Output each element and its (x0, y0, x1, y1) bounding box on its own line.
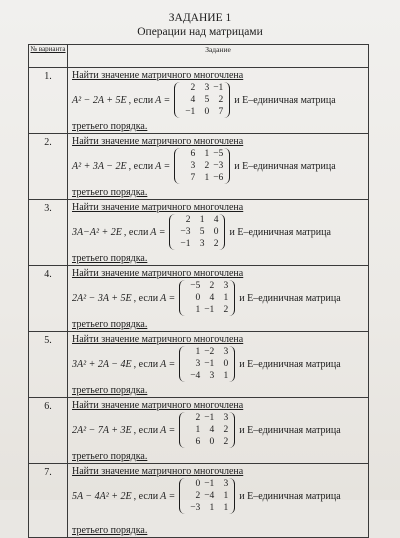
matrix-entry: 6 (195, 437, 201, 447)
matrix-entries (185, 346, 229, 382)
matrix-entry: 4 (213, 215, 219, 225)
matrix-entry: 1 (199, 215, 205, 225)
identity-matrix-note: и E–единичная матрица (229, 226, 331, 238)
task-order-note: третьего порядка. (72, 253, 148, 264)
task-order-note: третьего порядка. (72, 525, 148, 536)
page-subtitle: Операции над матрицами (137, 26, 263, 38)
identity-matrix-note: и E–единичная матрица (239, 490, 341, 502)
matrix-entry: −3 (180, 227, 191, 237)
polynomial-expression: 3A−A² + 2E (72, 226, 122, 238)
matrix-entry: −1 (204, 413, 215, 423)
task-cell (68, 398, 369, 464)
matrix-entry: −1 (204, 359, 215, 369)
task-cell (68, 134, 369, 200)
matrix-entries (185, 412, 229, 448)
identity-matrix-note: и E–единичная матрица (239, 358, 341, 370)
identity-matrix-note: и E–единичная матрица (239, 424, 341, 436)
right-paren (219, 214, 225, 250)
matrix-name: A = (160, 358, 176, 370)
matrix-entry: −3 (190, 503, 201, 513)
right-paren (224, 148, 230, 184)
matrix-entry: 2 (204, 161, 210, 171)
matrix-entry: 1 (223, 491, 229, 501)
task-cell (68, 68, 369, 134)
table-row (29, 266, 369, 332)
task-instruction: Найти значение матричного многочлена (72, 268, 244, 279)
matrix-entry: 2 (223, 425, 229, 435)
matrix-entry: 5 (204, 95, 210, 105)
matrix-entry: 0 (209, 437, 215, 447)
task-order-note: третьего порядка. (72, 187, 148, 198)
table-header-row (29, 45, 369, 68)
table-row (29, 398, 369, 464)
matrix-entry: 7 (190, 173, 196, 183)
condition-label: , если (123, 226, 149, 238)
matrix-entry: 0 (213, 227, 219, 237)
task-formula-line (72, 281, 341, 315)
matrix-entry: −1 (185, 107, 196, 117)
matrix-entry: −1 (204, 305, 215, 315)
variant-number: 1. (29, 68, 68, 134)
matrix-entry: 7 (218, 107, 224, 117)
right-paren (229, 346, 235, 382)
table-row (29, 68, 369, 134)
matrix-entry: 0 (195, 479, 201, 489)
condition-label: , если (133, 358, 159, 370)
task-order-note: третьего порядка. (72, 121, 148, 132)
matrix-entry: 1 (204, 173, 210, 183)
matrix-entry: 3 (223, 413, 229, 423)
matrix-entries (180, 148, 224, 184)
matrix-entry: 2 (195, 491, 201, 501)
column-header-variant: № варианта (29, 45, 68, 68)
identity-matrix-note: и E–единичная матрица (234, 94, 336, 106)
task-formula-line (72, 413, 341, 447)
matrix-entries (180, 82, 224, 118)
column-header-task: Задание (68, 45, 369, 68)
matrix-name: A = (150, 226, 166, 238)
matrix-entry: −6 (213, 173, 224, 183)
task-formula-line (72, 83, 336, 117)
matrix-name: A = (160, 490, 176, 502)
task-order-note: третьего порядка. (72, 385, 148, 396)
matrix-entry: 2 (223, 305, 229, 315)
condition-label: , если (133, 424, 159, 436)
matrix-entry: 2 (195, 413, 201, 423)
matrix-entry: 1 (223, 503, 229, 513)
matrix-entry: −4 (204, 491, 215, 501)
task-instruction: Найти значение матричного многочлена (72, 136, 244, 147)
task-formula-line (72, 479, 341, 513)
tasks-table (28, 44, 369, 538)
matrix-entry: 2 (185, 215, 191, 225)
matrix-entries (175, 214, 219, 250)
variant-number: 5. (29, 332, 68, 398)
table-row (29, 200, 369, 266)
variant-number: 2. (29, 134, 68, 200)
matrix-entry: 1 (209, 503, 215, 513)
matrix-entry: 1 (195, 305, 201, 315)
table-row (29, 332, 369, 398)
right-paren (229, 280, 235, 316)
identity-matrix-note: и E–единичная матрица (234, 160, 336, 172)
task-cell (68, 200, 369, 266)
condition-label: , если (133, 292, 159, 304)
condition-label: , если (133, 490, 159, 502)
matrix-entry: −1 (204, 479, 215, 489)
polynomial-expression: 3A² + 2A − 4E (72, 358, 132, 370)
condition-label: , если (128, 94, 154, 106)
task-formula-line (72, 347, 341, 381)
matrix-name: A = (160, 424, 176, 436)
matrix-a (179, 346, 235, 382)
matrix-name: A = (155, 160, 171, 172)
matrix-entry: 2 (223, 437, 229, 447)
identity-matrix-note: и E–единичная матрица (239, 292, 341, 304)
task-order-note: третьего порядка. (72, 319, 148, 330)
matrix-entry: 3 (209, 371, 215, 381)
matrix-a (179, 280, 235, 316)
matrix-entry: 3 (199, 239, 205, 249)
matrix-entry: −3 (213, 161, 224, 171)
matrix-entry: 2 (213, 239, 219, 249)
polynomial-expression: A² + 3A − 2E (72, 160, 127, 172)
matrix-name: A = (155, 94, 171, 106)
matrix-entry: 3 (204, 83, 210, 93)
right-paren (229, 412, 235, 448)
polynomial-expression: A² − 2A + 5E (72, 94, 127, 106)
right-paren (224, 82, 230, 118)
variant-number: 6. (29, 398, 68, 464)
matrix-entry: 5 (199, 227, 205, 237)
right-paren (229, 478, 235, 514)
matrix-entry: 6 (190, 149, 196, 159)
matrix-entry: 2 (190, 83, 196, 93)
matrix-entry: 0 (204, 107, 210, 117)
matrix-entry: −1 (180, 239, 191, 249)
task-formula-line (72, 215, 331, 249)
matrix-name: A = (160, 292, 176, 304)
matrix-entry: 4 (190, 95, 196, 105)
table-row (29, 134, 369, 200)
task-cell (68, 464, 369, 538)
task-instruction: Найти значение матричного многочлена (72, 70, 244, 81)
condition-label: , если (128, 160, 154, 172)
matrix-entry: 3 (195, 359, 201, 369)
matrix-a (174, 148, 230, 184)
task-cell (68, 266, 369, 332)
matrix-entry: 1 (195, 425, 201, 435)
task-order-note: третьего порядка. (72, 451, 148, 462)
page-title: ЗАДАНИЕ 1 (168, 12, 232, 24)
task-cell (68, 332, 369, 398)
matrix-a (179, 412, 235, 448)
task-instruction: Найти значение матричного многочлена (72, 334, 244, 345)
matrix-entry: −5 (213, 149, 224, 159)
matrix-entry: 0 (195, 293, 201, 303)
variant-number: 4. (29, 266, 68, 332)
matrix-entry: 2 (209, 281, 215, 291)
polynomial-expression: 5A − 4A² + 2E (72, 490, 132, 502)
task-formula-line (72, 149, 336, 183)
matrix-entry: 4 (209, 425, 215, 435)
matrix-entry: 3 (223, 281, 229, 291)
matrix-entry: −1 (213, 83, 224, 93)
matrix-entry: −5 (190, 281, 201, 291)
matrix-a (174, 82, 230, 118)
matrix-entry: 1 (223, 293, 229, 303)
matrix-entry: 3 (190, 161, 196, 171)
task-instruction: Найти значение матричного многочлена (72, 400, 244, 411)
matrix-a (179, 478, 235, 514)
matrix-entry: 1 (195, 347, 201, 357)
variant-number: 3. (29, 200, 68, 266)
matrix-entry: 3 (223, 479, 229, 489)
table-row (29, 464, 369, 538)
polynomial-expression: 2A² − 7A + 3E (72, 424, 132, 436)
matrix-entry: 4 (209, 293, 215, 303)
matrix-entries (185, 478, 229, 514)
matrix-entry: 0 (223, 359, 229, 369)
matrix-entry: −4 (190, 371, 201, 381)
variant-number: 7. (29, 464, 68, 538)
task-instruction: Найти значение матричного многочлена (72, 466, 244, 477)
matrix-a (169, 214, 225, 250)
matrix-entries (185, 280, 229, 316)
matrix-entry: 3 (223, 347, 229, 357)
polynomial-expression: 2A² − 3A + 5E (72, 292, 132, 304)
matrix-entry: 2 (218, 95, 224, 105)
matrix-entry: 1 (204, 149, 210, 159)
matrix-entry: −2 (204, 347, 215, 357)
matrix-entry: 1 (223, 371, 229, 381)
task-instruction: Найти значение матричного многочлена (72, 202, 244, 213)
